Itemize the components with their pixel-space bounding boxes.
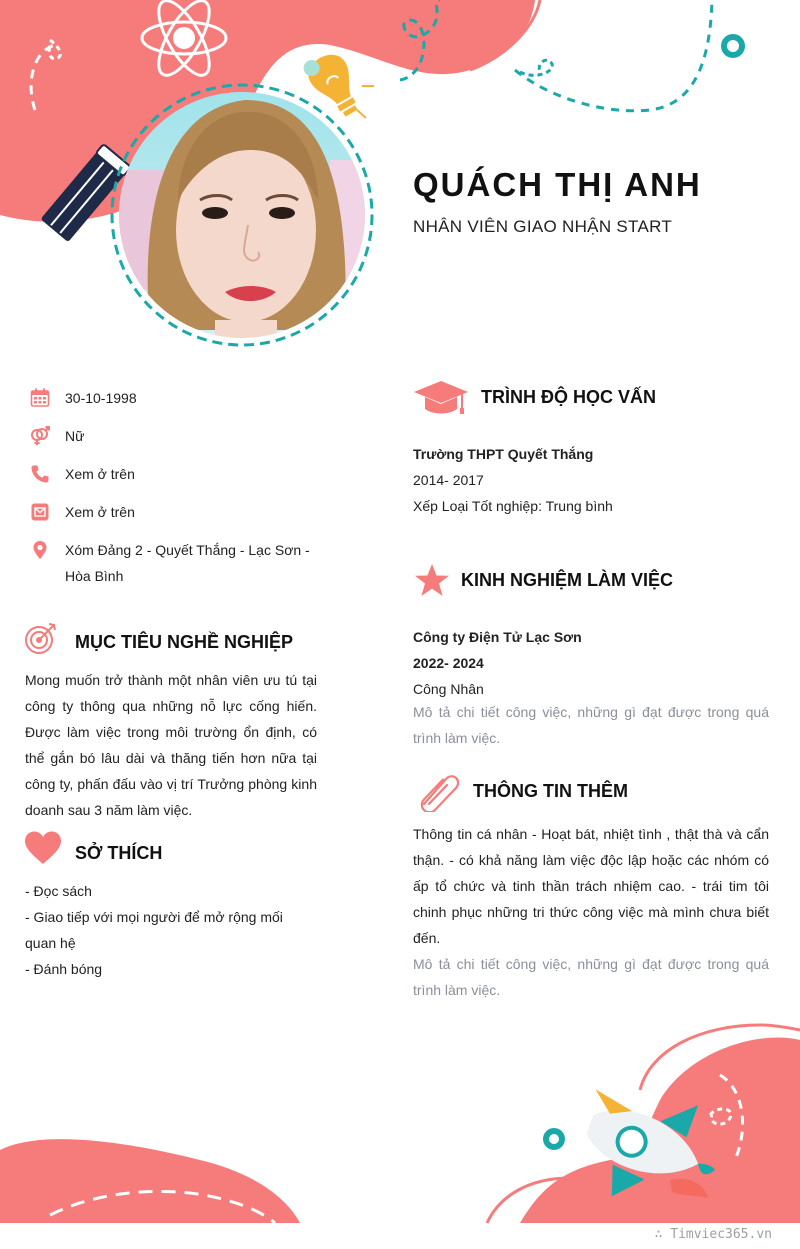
contact-phone: [30, 464, 320, 487]
hobby-item: - Đọc sách: [25, 883, 92, 899]
education-period: 2014- 2017: [413, 472, 484, 488]
education-detail: Xếp Loại Tốt nghiệp: Trung bình: [413, 498, 613, 514]
contact-birthdate: [30, 388, 320, 411]
birthdate-text: 30-10-1998: [65, 390, 137, 406]
additional-title: THÔNG TIN THÊM: [473, 781, 628, 801]
watermark: ∴ Timviec365.vn: [654, 1227, 772, 1242]
phone-text: Xem ở trên: [65, 466, 135, 482]
candidate-role: NHÂN VIÊN GIAO NHẬN START: [413, 217, 673, 236]
experience-position: Công Nhân: [413, 681, 484, 697]
ring-dot: [724, 37, 742, 55]
school-name: Trường THPT Quyết Thắng: [413, 446, 594, 462]
star-icon: [414, 563, 450, 597]
contact-email: [30, 502, 320, 525]
calendar-icon: [30, 388, 50, 408]
hobby-item: - Giao tiếp với mọi người để mở rộng mối quan hệ: [25, 909, 283, 951]
objective-text: Mong muốn trở thành một nhân viên ưu tú tại công ty thông qua những nỗ lực cống hiến. Được làm việc trong môi trường ổn định, có thể gắn bó lâu dài và thăng tiến hơn nữa tại công ty, phấn đấu vào vị trí Trưởng phòng kinh doanh sau 3 năm làm việc.: [25, 672, 317, 818]
additional-description: Mô tả chi tiết công việc, những gì đạt được trong quá trình làm việc.: [413, 956, 769, 998]
heart-icon: [24, 831, 62, 865]
ring-dot: [546, 1131, 562, 1147]
hobbies-list: [25, 878, 317, 982]
hobbies-title: SỞ THÍCH: [75, 843, 163, 863]
email-icon: [30, 502, 50, 522]
graduation-cap-icon: [413, 379, 469, 415]
phone-icon: [30, 464, 50, 484]
email-text: Xem ở trên: [65, 504, 135, 520]
address-text: Xóm Đảng 2 - Quyết Thắng - Lạc Sơn - Hòa Bình: [65, 542, 310, 584]
education-block: [413, 441, 769, 519]
target-icon: [24, 622, 58, 656]
experience-description: Mô tả chi tiết công việc, những gì đạt được trong quá trình làm việc.: [413, 704, 769, 746]
candidate-name: QUÁCH THỊ ANH: [413, 166, 702, 203]
experience-title: KINH NGHIỆM LÀM VIỆC: [461, 570, 674, 590]
paperclip-icon: [416, 770, 460, 812]
education-title: TRÌNH ĐỘ HỌC VẤN: [481, 387, 656, 407]
experience-period: 2022- 2024: [413, 655, 484, 671]
location-pin-icon: [30, 540, 50, 560]
experience-block: [413, 624, 769, 702]
company-name: Công ty Điện Tử Lạc Sơn: [413, 629, 582, 645]
gender-icon: [30, 426, 50, 446]
additional-text: Thông tin cá nhân - Hoạt bát, nhiệt tình , thật thà và cẩn thận. - có khả năng làm việc độc lập hoặc các nhóm có ấp tổ chức và tinh thần trách nhiệm cao. - trái tim tôi chinh phục những tri thức công việc mà mình chưa biết đến.: [413, 826, 769, 946]
hobby-item: - Đánh bóng: [25, 961, 103, 977]
gender-text: Nữ: [65, 428, 85, 444]
objective-title: MỤC TIÊU NGHỀ NGHIỆP: [75, 632, 294, 652]
contact-gender: [30, 426, 320, 449]
contact-address: [30, 540, 320, 589]
